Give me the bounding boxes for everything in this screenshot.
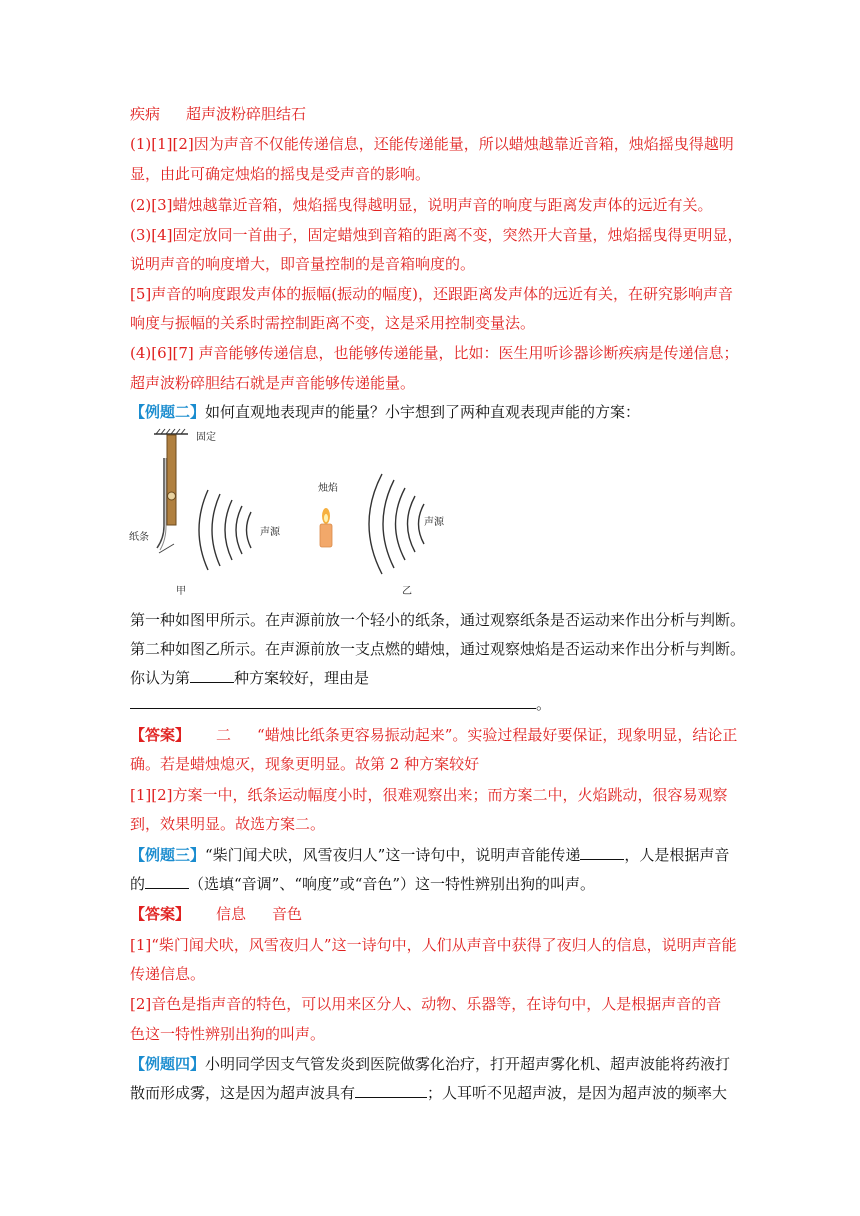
question-text: 你认为第 (130, 669, 191, 687)
explanation-line: [1][2]方案一中，纸条运动幅度小时，很难观察出来；而方案二中，火焰跳动，很容易观察 (130, 786, 728, 804)
explanation-line: 到，效果明显。故选方案二。 (130, 815, 326, 833)
explanation-line: (2)[3]蜡烛越靠近音箱，烛焰摇曳得越明显，说明声音的响度与距离发声体的远近有关。 (130, 196, 713, 214)
answer-line: 确。若是蜡烛熄灭，现象更明显。故第 2 种方案较好 (130, 755, 480, 773)
explanation-line: (1)[1][2]因为声音不仅能传递信息，还能传递能量，所以蜡烛越靠近音箱，烛焰摇曳得越明 (130, 135, 734, 153)
answer-blank[interactable] (130, 694, 536, 709)
label-paper: 纸条 (129, 532, 149, 543)
experiment-figure (124, 428, 564, 604)
question-line (130, 1083, 727, 1103)
explanation-line: 超声波粉碎胆结石就是声音能够传递能量。 (130, 374, 416, 392)
answer-line (130, 904, 302, 924)
label-source-1: 声源 (260, 527, 280, 538)
explanation-line: (3)[4]固定放同一首曲子，固定蜡烛到音箱的距离不变，突然开大音量，烛焰摇曳得更明显， (130, 226, 743, 244)
explanation-line: [2]音色是指声音的特色，可以用来区分人、动物、乐器等，在诗句中，人是根据声音的音 (130, 995, 722, 1013)
question-text: ；人耳听不见超声波，是因为超声波的频率大 (427, 1084, 728, 1102)
answer-text: 音色 (272, 905, 303, 923)
answer-tag: 【答案】 (130, 905, 191, 923)
example-tag: 【例题三】 (130, 846, 206, 864)
answer-blank[interactable] (190, 668, 234, 683)
label-source-2: 声源 (424, 517, 444, 528)
label-jia: 甲 (176, 586, 186, 597)
question-text: 的 (130, 875, 146, 893)
answer-line (130, 104, 306, 124)
explanation-line: 响度与振幅的关系时需控制距离不变，这是采用控制变量法。 (130, 314, 536, 332)
answer-text: “蜡烛比纸条更容易振动起来”。实验过程最好要保证，现象明显，结论正 (257, 726, 738, 744)
explanation-line: 说明声音的响度增大，即音量控制的是音箱响度的。 (130, 255, 476, 273)
question-text: 散而形成雾，这是因为超声波具有 (130, 1084, 356, 1102)
explanation-line: (4)[6][7] 声音能够传递信息，也能够传递能量，比如：医生用听诊器诊断疾病是传递信息； (130, 344, 739, 362)
answer-text: 疾病 (130, 105, 161, 123)
example-tag: 【例题二】 (130, 403, 206, 421)
answer-blank[interactable] (145, 874, 189, 889)
label-fixed: 固定 (196, 432, 216, 443)
answer-text: 超声波粉碎胆结石 (186, 105, 307, 123)
answer-line (130, 725, 737, 745)
label-flame: 烛焰 (318, 483, 338, 494)
paper-strip-diagram (154, 429, 251, 570)
answer-text: 信息 (216, 905, 247, 923)
example-4-question (130, 1054, 730, 1074)
answer-blank[interactable] (355, 1083, 427, 1098)
question-line: 第二种如图乙所示。在声源前放一支点燃的蜡烛，通过观察烛焰是否运动来作出分析与判断。 (130, 640, 746, 658)
answer-blank[interactable] (580, 845, 624, 860)
explanation-line: 传递信息。 (130, 965, 206, 983)
example-tag: 【例题四】 (130, 1055, 206, 1073)
example-2-question (130, 402, 640, 422)
question-text: “柴门闻犬吠，风雪夜归人”这一诗句中，说明声音能传递 (205, 846, 581, 864)
question-line (130, 874, 595, 894)
explanation-line: [5]声音的响度跟发声体的振幅(振动的幅度)，还跟距离发声体的远近有关，在研究影响声音 (130, 285, 733, 303)
explanation-line: [1]“柴门闻犬吠，风雪夜归人”这一诗句中，人们从声音中获得了夜归人的信息，说明声音能 (130, 936, 737, 954)
question-text: （选填“音调”、“响度”或“音色”）这一特性辨别出狗的叫声。 (189, 875, 596, 893)
question-line (130, 694, 551, 714)
label-yi: 乙 (402, 586, 412, 597)
question-line: 第一种如图甲所示。在声源前放一个轻小的纸条，通过观察纸条是否运动来作出分析与判断。 (130, 611, 746, 629)
question-text: 种方案较好，理由是 (234, 669, 370, 687)
question-text: 。 (536, 695, 552, 713)
question-line (130, 668, 369, 688)
explanation-line: 色这一特性辨别出狗的叫声。 (130, 1025, 326, 1043)
question-text: 小明同学因支气管发炎到医院做雾化治疗，打开超声雾化机、超声波能将药液打 (205, 1055, 731, 1073)
explanation-line: 显，由此可确定烛焰的摇曳是受声音的影响。 (130, 165, 431, 183)
question-text: ，人是根据声音 (624, 846, 730, 864)
example-3-question (130, 845, 729, 865)
question-text: 如何直观地表现声的能量？小宇想到了两种直观表现声能的方案： (205, 403, 641, 421)
answer-tag: 【答案】 (130, 726, 191, 744)
answer-text: 二 (216, 726, 232, 744)
